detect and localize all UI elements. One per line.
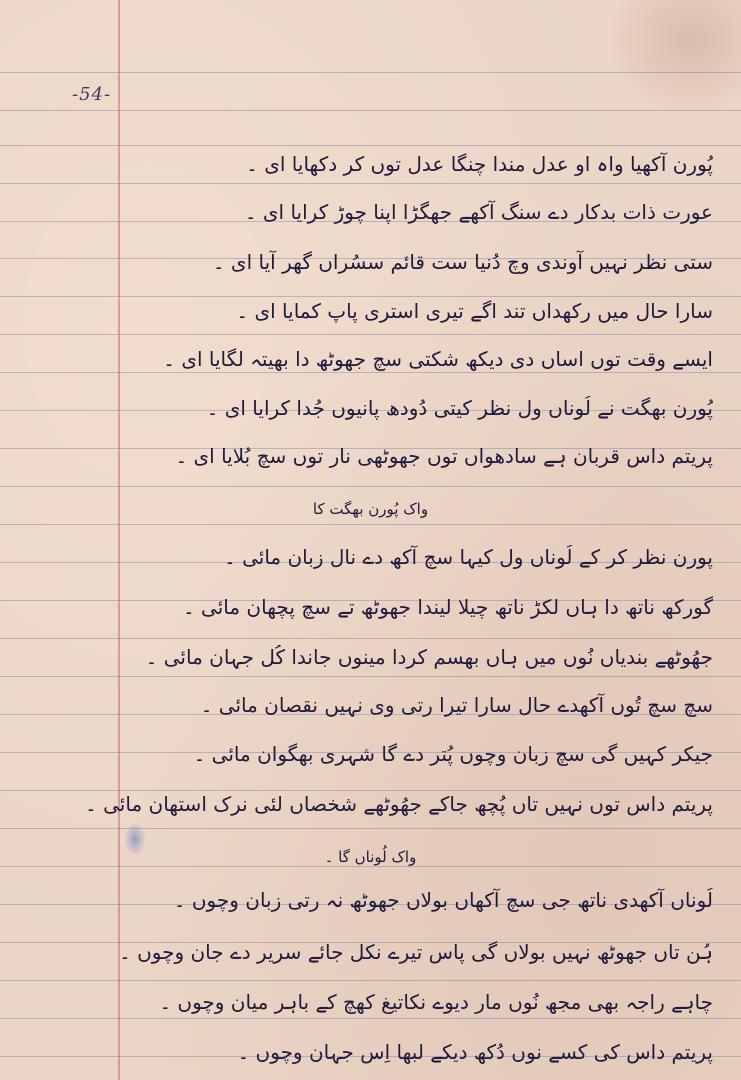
verse-line: جھُوٹھے بندیاں نُوں میں ہاں بھسم کردا مینوں جاندا کُل جہان مائی ۔ bbox=[145, 645, 713, 669]
ruled-line bbox=[0, 866, 741, 867]
ruled-line bbox=[0, 524, 741, 525]
verse-line: ستی نظر نہیں آوندی وچ دُنیا ست قائم سسُراں گھر آیا ای ۔ bbox=[212, 250, 713, 274]
verse-line: چاہے راجہ بھی مجھ نُوں مار دیوے نکاتیغ کھچ کے باہر میان وچوں ۔ bbox=[159, 990, 713, 1014]
ruled-line bbox=[0, 980, 741, 981]
ruled-line bbox=[0, 110, 741, 111]
ruled-line bbox=[0, 72, 741, 73]
ruled-line bbox=[0, 486, 741, 487]
verse-line: سچ سچ تُوں آکھدے حال سارا تیرا رتی وی نہیں نقصان مائی ۔ bbox=[200, 693, 713, 717]
verse-line: پُورن آکھیا واہ او عدل مندا چنگا عدل توں کر دکھایا ای ۔ bbox=[246, 152, 713, 176]
verse-line: سارا حال میں رکھداں تند اگے تیری استری پاپ کمایا ای ۔ bbox=[236, 299, 713, 323]
verse-line: ہُن تاں جھوٹھ نہیں بولاں گی پاس تیرے نکل جائے سریر دے جان وچوں ۔ bbox=[119, 940, 713, 964]
ruled-line bbox=[0, 183, 741, 184]
ruled-line bbox=[0, 334, 741, 335]
verse-line: پریتم داس توں نہیں تاں پُچھ جاکے جھُوٹھے شخصاں لئی نرک استھان مائی ۔ bbox=[85, 792, 713, 816]
page-number: -54- bbox=[72, 84, 112, 105]
section-heading: واک پُورن بھگت کا bbox=[312, 500, 429, 518]
paper-stain bbox=[601, 0, 741, 120]
verse-line: جیکر کہیں گی سچ زبان وچوں پُتر دے گا شہری بھگوان مائی ۔ bbox=[193, 742, 713, 766]
ruled-line bbox=[0, 676, 741, 677]
verse-line: پُورن بھگت نے لُوناں ول نظر کیتی دُودھ پانیوں جُدا کرایا ای ۔ bbox=[206, 396, 713, 420]
ruled-line bbox=[0, 638, 741, 639]
ruled-line bbox=[0, 828, 741, 829]
verse-line: پریتم داس قربان ہے سادھواں توں جھوٹھی نار توں سچ بُلایا ای ۔ bbox=[175, 444, 713, 468]
verse-line: لُوناں آکھدی ناتھ جی سچ آکھاں بولاں جھوٹھ نہ رتی زبان وچوں ۔ bbox=[173, 888, 713, 912]
ruled-line bbox=[0, 145, 741, 146]
verse-line: عورت ذات بدکار دے سنگ آکھے جھگڑا اپنا چوڑ کرایا ای ۔ bbox=[244, 200, 713, 224]
verse-line: پریتم داس کی کسے نوں دُکھ دیکے لبھا اِس جہان وچوں ۔ bbox=[237, 1040, 713, 1064]
verse-line: ایسے وقت توں اساں دی دیکھ شکتی سچ جھوٹھ دا بھیتہ لگایا ای ۔ bbox=[163, 347, 713, 371]
ruled-line bbox=[0, 790, 741, 791]
verse-line: پورن نظر کر کے لُوناں ول کیہا سچ آکھ دے نال زبان مائی ۔ bbox=[224, 545, 713, 569]
ink-blot bbox=[124, 822, 146, 856]
ruled-line bbox=[0, 372, 741, 373]
verse-line: گورکھ ناتھ دا ہاں لکڑ ناتھ چیلا لیندا جھوٹھ تے سچ پچھان مائی ۔ bbox=[182, 595, 713, 619]
ruled-line bbox=[0, 296, 741, 297]
section-heading: واک لُوناں گا ۔ bbox=[324, 848, 417, 866]
ruled-line bbox=[0, 1018, 741, 1019]
